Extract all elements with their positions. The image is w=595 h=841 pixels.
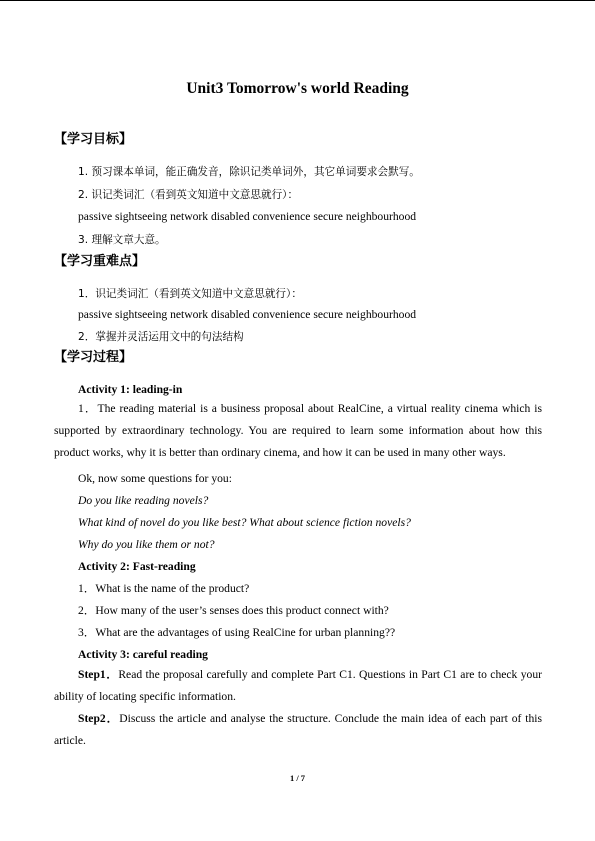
section-heading-objectives: 【学习目标】 [54,132,133,147]
activity1-paragraph-text: 1．The reading material is a business proposal about RealCine, a virtual reality cinema which is supported by extraordinary technology. You are required to learn some information about how this product works, why it is better than ordinary cinema, and how it can be used in many other ways. [54,402,542,459]
objective-vocab-list: passive sightseeing network disabled convenience secure neighbourhood [78,210,417,223]
activity2-question-3: 3．What are the advantages of using RealCine for urban planning?? [78,626,396,639]
activity1-question-2: What kind of novel do you like best? What about science fiction novels? [78,516,411,529]
section-heading-process: 【学习过程】 [54,350,133,365]
activity2-question-2: 2．How many of the user’s senses does this product connect with? [78,604,389,617]
page-number: 1 / 7 [289,773,306,783]
activity1-question-3: Why do you like them or not? [78,538,215,551]
activity2-question-1: 1．What is the name of the product? [78,582,250,595]
activity1-question-1: Do you like reading novels? [78,494,209,507]
activity1-paragraph [54,398,542,464]
section-heading-key-points: 【学习重难点】 [54,254,146,269]
key-point-vocab-list: passive sightseeing network disabled convenience secure neighbourhood [78,308,417,321]
header-rule [0,0,595,1]
key-point-item-1: 1．识记类词汇（看到英文知道中文意思就行）： [78,288,302,300]
activity1-intro: Ok, now some questions for you: [78,472,232,485]
activity3-step2-label: Step2． [78,712,120,725]
objective-item-3: 3. 理解文章大意。 [78,234,166,246]
activity3-step1-label: Step1． [78,668,119,681]
objective-item-2: 2. 识记类词汇（看到英文知道中文意思就行）： [78,189,299,201]
activity3-heading: Activity 3: careful reading [78,648,208,661]
activity3-step1 [54,664,542,708]
objective-item-1: 1. 预习课本单词，能正确发音，除识记类单词外，其它单词要求会默写。 [78,166,420,178]
activity1-heading: Activity 1: leading-in [78,383,183,396]
activity3-step1-text: Read the proposal carefully and complete Part C1. Questions in Part C1 are to check your ability of locating specific information. [54,668,542,703]
activity3-step2-text: Discuss the article and analyse the structure. Conclude the main idea of each part of this article. [54,712,542,747]
activity2-heading: Activity 2: Fast-reading [78,560,196,573]
page-title: Unit3 Tomorrow's world Reading [186,80,409,97]
activity3-step2 [54,708,542,752]
key-point-item-2: 2．掌握并灵活运用文中的句法结构 [78,331,244,343]
